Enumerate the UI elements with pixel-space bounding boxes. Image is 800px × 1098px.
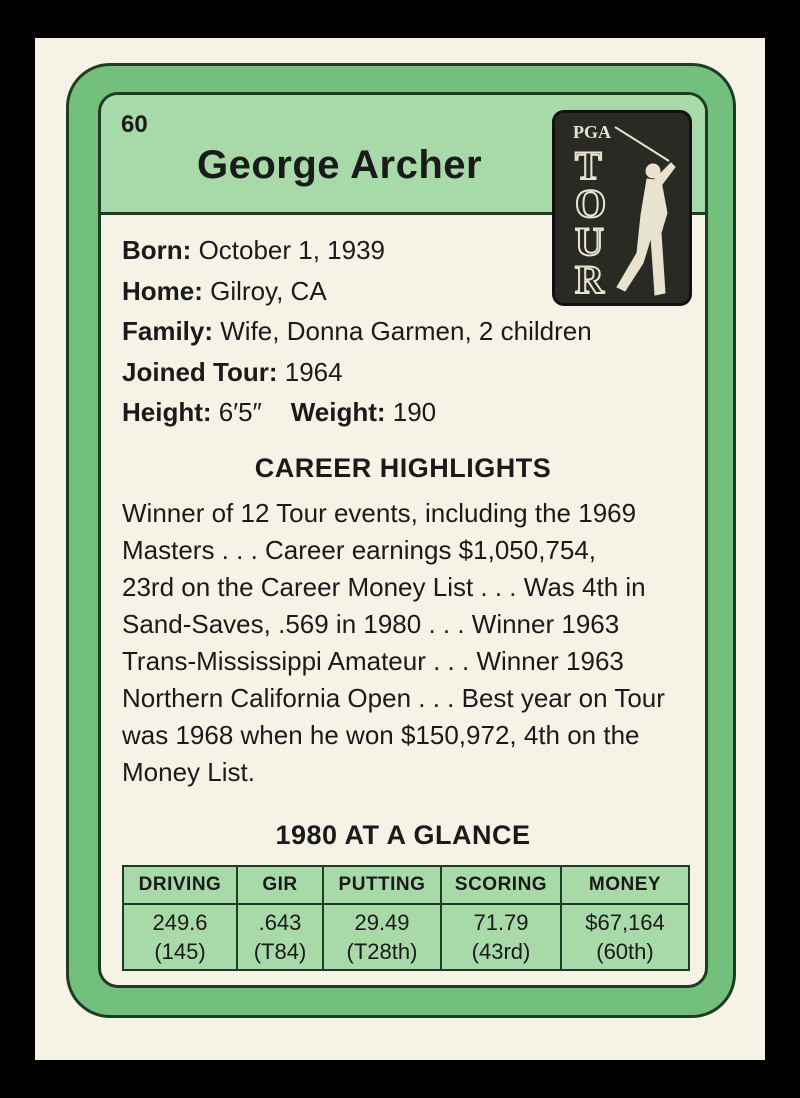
stat-header: SCORING (441, 866, 561, 904)
stat-header: DRIVING (123, 866, 237, 904)
bio-born: Born: October 1, 1939 (122, 235, 386, 265)
golfer-silhouette-icon (615, 127, 675, 295)
career-highlights-title: CAREER HIGHLIGHTS (254, 453, 552, 483)
logo-letter: R (575, 257, 604, 302)
stats-header-row (123, 866, 689, 904)
stat-header: GIR (237, 866, 323, 904)
player-bio (122, 230, 592, 433)
stats-table (122, 865, 690, 971)
stat-cell-gir: .643 (T84) (237, 904, 323, 970)
stat-cell-money: $67,164 (60th) (561, 904, 689, 970)
at-a-glance-title: 1980 AT A GLANCE (275, 820, 531, 850)
stat-header: PUTTING (323, 866, 441, 904)
logo-letter: U (575, 219, 604, 264)
bio-family: Family: Wife, Donna Garmen, 2 children (122, 316, 592, 346)
stat-cell-driving: 249.6 (145) (123, 904, 237, 970)
trading-card-back (35, 38, 765, 1060)
card-number: 60 (121, 111, 148, 138)
player-name: George Archer (197, 143, 483, 187)
stat-cell-scoring: 71.79 (43rd) (441, 904, 561, 970)
logo-letter: O (575, 181, 607, 226)
bio-joined-tour: Joined Tour: 1964 (122, 356, 343, 387)
bio-height-weight: Height: 6′5″ Weight: 190 (122, 397, 437, 427)
pga-tour-logo-graphic (555, 113, 689, 303)
stat-cell-putting: 29.49 (T28th) (323, 904, 441, 970)
pga-tour-logo (552, 110, 692, 306)
stats-value-row (123, 904, 689, 970)
career-highlights-text: Winner of 12 Tour events, including the 1969 Masters . . . Career earnings $1,050,754, 23rd on the Career Money List . . . Was 4th in Sand-Saves, .569 in 1980 . . . Winner 1963 Trans-Mississippi Amateur . . . Winner 1963 Northern California Open . . . Best year on Tour was 1968 when he won $150,972, 4th on the Money List. (122, 498, 665, 787)
logo-pga-text: PGA (573, 122, 611, 142)
bio-home: Home: Gilroy, CA (122, 275, 327, 306)
logo-letter: T (575, 143, 602, 188)
stat-header: MONEY (561, 866, 689, 904)
